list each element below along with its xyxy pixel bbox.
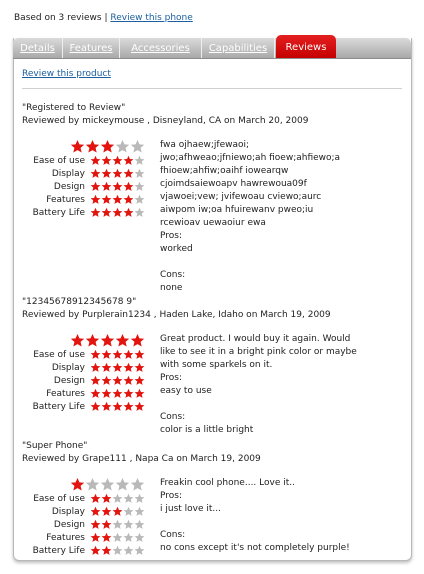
star-filled-icon: [112, 207, 123, 218]
star-filled-icon: [90, 168, 101, 179]
review-text: [160, 477, 405, 555]
star-empty-icon: [134, 493, 145, 504]
overall-rating: [70, 139, 145, 154]
star-empty-icon: [130, 477, 145, 492]
rating-label: Design: [53, 182, 85, 192]
review-body: [160, 139, 405, 230]
star-filled-icon: [90, 506, 101, 517]
star-filled-icon: [90, 207, 101, 218]
star-filled-icon: [134, 349, 145, 360]
star-empty-icon: [134, 181, 145, 192]
star-filled-icon: [70, 333, 85, 348]
rating-label: Ease of use: [33, 350, 85, 360]
pros-text: i just love it...: [160, 504, 221, 514]
star-empty-icon: [123, 493, 134, 504]
rating-stars: [90, 506, 145, 517]
overall-rating: [70, 333, 145, 348]
rating-label: Ease of use: [33, 494, 85, 504]
rating-row-design: [22, 181, 141, 194]
review-body-line: Great product. I would buy it again. Would: [160, 334, 351, 344]
rating-label: Features: [46, 533, 85, 543]
star-empty-icon: [134, 168, 145, 179]
rating-row-features: [22, 194, 141, 207]
star-filled-icon: [101, 181, 112, 192]
rating-label: Features: [46, 389, 85, 399]
review-body: [160, 477, 405, 490]
cons-text: none: [160, 283, 183, 293]
tab-accessories[interactable]: Accessories: [120, 38, 202, 58]
rating-row-ease-of-use: [22, 493, 141, 506]
rating-label: Display: [51, 363, 85, 373]
star-filled-icon: [112, 362, 123, 373]
star-filled-icon: [101, 401, 112, 412]
review-body-line: with some sparkels on it.: [160, 360, 273, 370]
rating-stars: [90, 194, 145, 205]
star-filled-icon: [90, 519, 101, 530]
rating-label: Design: [53, 376, 85, 386]
cons-label: Cons:: [160, 270, 186, 280]
star-empty-icon: [134, 545, 145, 556]
star-filled-icon: [123, 207, 134, 218]
star-filled-icon: [90, 194, 101, 205]
star-filled-icon: [90, 375, 101, 386]
rating-row-display: [22, 506, 141, 519]
star-empty-icon: [112, 532, 123, 543]
star-filled-icon: [130, 333, 145, 348]
rating-stars: [90, 532, 145, 543]
star-filled-icon: [101, 545, 112, 556]
star-filled-icon: [90, 545, 101, 556]
cons-label: Cons:: [160, 530, 186, 540]
star-empty-icon: [134, 207, 145, 218]
star-filled-icon: [90, 401, 101, 412]
star-filled-icon: [112, 168, 123, 179]
rating-row-display: [22, 362, 141, 375]
star-filled-icon: [123, 388, 134, 399]
star-filled-icon: [85, 139, 100, 154]
star-filled-icon: [112, 401, 123, 412]
rating-label: Battery Life: [32, 546, 85, 556]
star-filled-icon: [101, 194, 112, 205]
rating-label: Display: [51, 507, 85, 517]
rating-label: Features: [46, 195, 85, 205]
star-filled-icon: [134, 375, 145, 386]
cons-label: Cons:: [160, 412, 186, 422]
tab-capabilities[interactable]: Capabilities: [202, 38, 275, 58]
rating-row-battery-life: [22, 545, 141, 558]
review-byline: Reviewed by mickeymouse , Disneyland, CA on March 20, 2009: [22, 116, 309, 126]
rating-stars: [90, 375, 145, 386]
star-filled-icon: [90, 181, 101, 192]
rating-stars: [90, 181, 145, 192]
star-filled-icon: [123, 375, 134, 386]
review-body-line: cjoimdsaiewoapv hawrewoua09f: [160, 179, 307, 189]
star-empty-icon: [134, 506, 145, 517]
star-filled-icon: [90, 362, 101, 373]
star-empty-icon: [134, 532, 145, 543]
pros-label: Pros:: [160, 491, 182, 501]
star-filled-icon: [101, 388, 112, 399]
star-empty-icon: [112, 493, 123, 504]
review-body-line: rcewioav uewaoiur ewa: [160, 218, 266, 228]
review-body-line: fhioew;ahfiw;oaihf iowearqw: [160, 166, 289, 176]
rating-stars: [90, 168, 145, 179]
review-this-product-link[interactable]: Review this product: [22, 69, 111, 79]
star-filled-icon: [100, 333, 115, 348]
star-filled-icon: [123, 349, 134, 360]
review-body-line: Freakin cool phone.... Love it..: [160, 478, 295, 488]
reviews-summary: [14, 13, 193, 23]
review-body-line: fwa ojhaew;jfewaoi;: [160, 140, 250, 150]
cons-text: no cons except it's not completely purple!: [160, 543, 350, 553]
rating-stars: [90, 519, 145, 530]
star-filled-icon: [112, 181, 123, 192]
pros-label: Pros:: [160, 373, 182, 383]
star-filled-icon: [101, 506, 112, 517]
rating-row-features: [22, 532, 141, 545]
tab-details[interactable]: Details: [13, 38, 63, 58]
rating-stars: [90, 362, 145, 373]
tab-reviews[interactable]: Reviews: [276, 35, 336, 58]
star-filled-icon: [90, 493, 101, 504]
star-filled-icon: [134, 388, 145, 399]
star-filled-icon: [101, 207, 112, 218]
star-filled-icon: [101, 493, 112, 504]
star-filled-icon: [123, 401, 134, 412]
review-byline: Reviewed by Grape111 , Napa Ca on March 19, 2009: [22, 454, 261, 464]
pros-label: Pros:: [160, 231, 182, 241]
tab-bar: [13, 38, 411, 59]
star-empty-icon: [134, 194, 145, 205]
rating-label: Ease of use: [33, 156, 85, 166]
rating-stars: [90, 349, 145, 360]
star-filled-icon: [101, 532, 112, 543]
pros-text: easy to use: [160, 386, 212, 396]
star-filled-icon: [101, 168, 112, 179]
rating-label: Battery Life: [32, 208, 85, 218]
star-filled-icon: [123, 168, 134, 179]
star-empty-icon: [134, 155, 145, 166]
star-empty-icon: [123, 545, 134, 556]
star-filled-icon: [123, 155, 134, 166]
review-count-text: Based on 3 reviews |: [14, 13, 108, 23]
review-item: [22, 297, 402, 435]
rating-row-ease-of-use: [22, 349, 141, 362]
pros-text: worked: [160, 244, 193, 254]
review-title: "12345678912345678 9": [22, 297, 137, 307]
star-empty-icon: [115, 477, 130, 492]
star-filled-icon: [101, 362, 112, 373]
star-empty-icon: [112, 545, 123, 556]
tab-features[interactable]: Features: [63, 38, 120, 58]
rating-stars: [90, 155, 145, 166]
star-filled-icon: [101, 349, 112, 360]
star-filled-icon: [134, 401, 145, 412]
review-item: [22, 103, 402, 293]
star-empty-icon: [123, 519, 134, 530]
star-filled-icon: [70, 477, 85, 492]
star-filled-icon: [134, 362, 145, 373]
star-filled-icon: [100, 139, 115, 154]
star-filled-icon: [101, 375, 112, 386]
review-body: [160, 333, 405, 372]
rating-row-features: [22, 388, 141, 401]
star-empty-icon: [100, 477, 115, 492]
review-title: "Registered to Review": [22, 103, 126, 113]
rating-label: Design: [53, 520, 85, 530]
rating-label: Display: [51, 169, 85, 179]
star-filled-icon: [112, 349, 123, 360]
rating-row-battery-life: [22, 207, 141, 220]
review-body-line: like to see it in a bright pink color or maybe: [160, 347, 357, 357]
review-item: [22, 441, 402, 556]
rating-stars: [90, 207, 145, 218]
review-title: "Super Phone": [22, 441, 88, 451]
rating-stars: [90, 401, 145, 412]
star-filled-icon: [70, 139, 85, 154]
rating-row-ease-of-use: [22, 155, 141, 168]
rating-row-design: [22, 375, 141, 388]
review-body-line: vjawoei;vew; jvifewoau cviewo;aurc: [160, 192, 322, 202]
review-body-line: aiwpom iw;oa hfuirewanv pweo;iu: [160, 205, 314, 215]
rating-label: Battery Life: [32, 402, 85, 412]
star-filled-icon: [90, 349, 101, 360]
star-filled-icon: [115, 333, 130, 348]
star-filled-icon: [112, 155, 123, 166]
review-body-line: jwo;afhweao;jfniewo;ah fioew;ahfiewo;a: [160, 153, 341, 163]
star-filled-icon: [112, 375, 123, 386]
star-empty-icon: [130, 139, 145, 154]
review-this-phone-link[interactable]: Review this phone: [110, 13, 193, 23]
review-text: [160, 333, 405, 437]
star-empty-icon: [134, 519, 145, 530]
cons-text: color is a little bright: [160, 425, 254, 435]
star-filled-icon: [90, 532, 101, 543]
star-empty-icon: [112, 519, 123, 530]
rating-stars: [90, 388, 145, 399]
star-empty-icon: [123, 532, 134, 543]
star-empty-icon: [115, 139, 130, 154]
star-filled-icon: [112, 194, 123, 205]
star-filled-icon: [123, 194, 134, 205]
divider: [22, 88, 402, 89]
overall-rating: [70, 477, 145, 492]
review-text: [160, 139, 405, 295]
star-filled-icon: [85, 333, 100, 348]
star-filled-icon: [123, 362, 134, 373]
rating-stars: [90, 545, 145, 556]
rating-stars: [90, 493, 145, 504]
star-empty-icon: [85, 477, 100, 492]
star-empty-icon: [123, 506, 134, 517]
star-filled-icon: [123, 181, 134, 192]
star-filled-icon: [90, 155, 101, 166]
star-filled-icon: [112, 388, 123, 399]
star-filled-icon: [112, 506, 123, 517]
rating-row-design: [22, 519, 141, 532]
star-filled-icon: [101, 519, 112, 530]
star-filled-icon: [90, 388, 101, 399]
review-byline: Reviewed by Purplerain1234 , Haden Lake, Idaho on March 19, 2009: [22, 310, 331, 320]
rating-row-battery-life: [22, 401, 141, 414]
star-filled-icon: [101, 155, 112, 166]
rating-row-display: [22, 168, 141, 181]
